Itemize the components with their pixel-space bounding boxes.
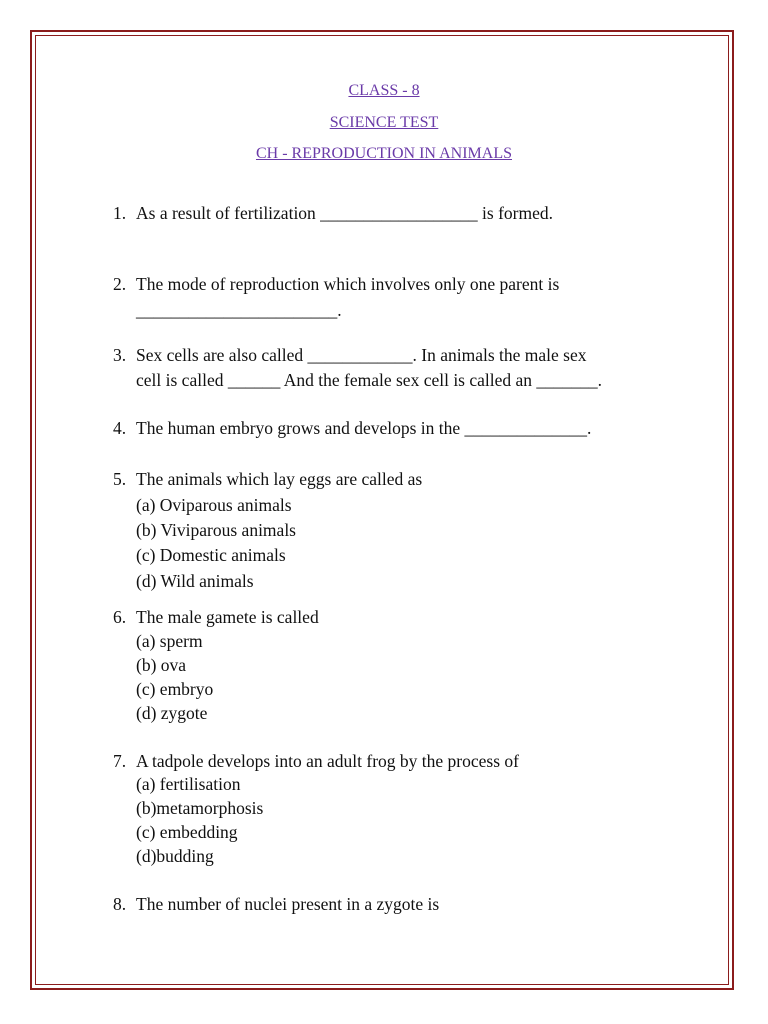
question-number: 3. — [113, 345, 127, 365]
option-a: (a) fertilisation — [136, 774, 241, 794]
option-c: (c) embryo — [136, 679, 214, 699]
option-b: (b)metamorphosis — [136, 798, 264, 818]
chapter-heading: CH - REPRODUCTION IN ANIMALS — [255, 145, 512, 162]
question-number: 5. — [113, 469, 127, 489]
class-heading: CLASS - 8 — [348, 82, 420, 99]
option-c: (c) embedding — [136, 822, 238, 842]
question-text: The human embryo grows and develops in the ______________. — [136, 418, 592, 438]
option-a: (a) Oviparous animals — [136, 495, 292, 515]
question-number: 2. — [113, 274, 127, 294]
question-text: A tadpole develops into an adult frog by the process of — [136, 751, 519, 771]
question-number: 7. — [113, 751, 127, 771]
option-d: (d) Wild animals — [136, 571, 254, 591]
question-number: 1. — [113, 203, 127, 223]
question-text: As a result of fertilization __________________ is formed. — [136, 203, 554, 223]
question-number: 8. — [113, 894, 127, 914]
question-text: The male gamete is called — [136, 607, 319, 627]
question-text: The number of nuclei present in a zygote is — [136, 894, 440, 914]
option-b: (b) Viviparous animals — [136, 520, 296, 540]
option-a: (a) sperm — [136, 631, 203, 651]
question-text: Sex cells are also called ____________. In animals the male sex — [136, 345, 587, 365]
question-text: The mode of reproduction which involves only one parent is — [136, 274, 560, 294]
option-c: (c) Domestic animals — [136, 545, 286, 565]
question-number: 4. — [113, 418, 127, 438]
question-text: _______________________. — [136, 300, 342, 320]
option-d: (d)budding — [136, 846, 214, 866]
question-text: The animals which lay eggs are called as — [136, 469, 423, 489]
option-b: (b) ova — [136, 655, 187, 675]
test-heading: SCIENCE TEST — [329, 114, 439, 131]
question-text: cell is called ______ And the female sex cell is called an _______. — [136, 370, 603, 390]
question-number: 6. — [113, 607, 127, 627]
option-d: (d) zygote — [136, 703, 208, 723]
